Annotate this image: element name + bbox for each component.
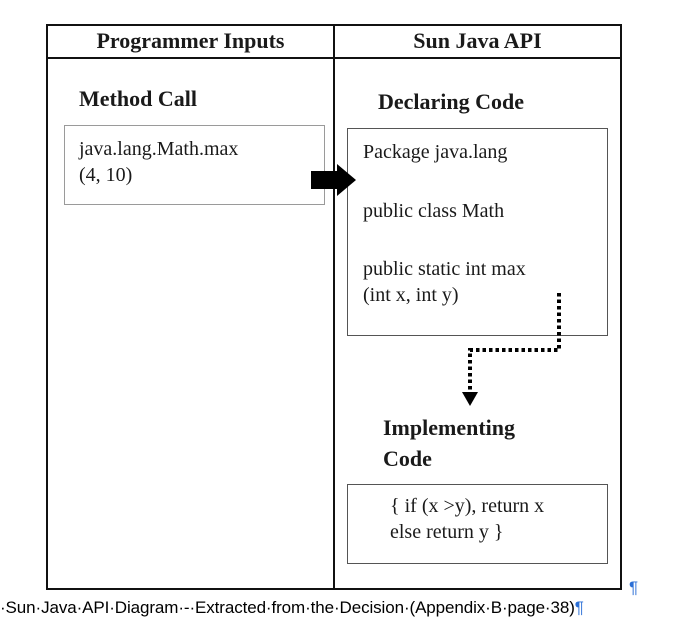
header-divider [46,57,622,59]
method-call-code: java.lang.Math.max (4, 10) [79,138,239,186]
implementing-code-title: Implementing Code [383,415,515,471]
figure-caption [0,598,696,618]
caption-text: ·Sun·Java·API·Diagram·-·Extracted·from·the·Decision·(Appendix·B·page·38) [0,598,575,617]
method-call-title: Method Call [79,86,197,111]
column-divider [333,24,335,590]
declaring-package-line: Package java.lang [363,141,508,163]
declaring-method-line: public static int max (int x, int y) [363,258,526,306]
caption-paragraph-mark: ¶ [574,598,584,617]
declaring-class-line: public class Math [363,200,505,222]
paragraph-mark: ¶ [629,578,639,597]
declaring-code-title: Declaring Code [378,89,525,114]
header-programmer-inputs: Programmer Inputs [96,28,285,53]
implementing-code: { if (x >y), return x else return y } [390,495,545,543]
header-sun-java-api: Sun Java API [413,28,542,53]
